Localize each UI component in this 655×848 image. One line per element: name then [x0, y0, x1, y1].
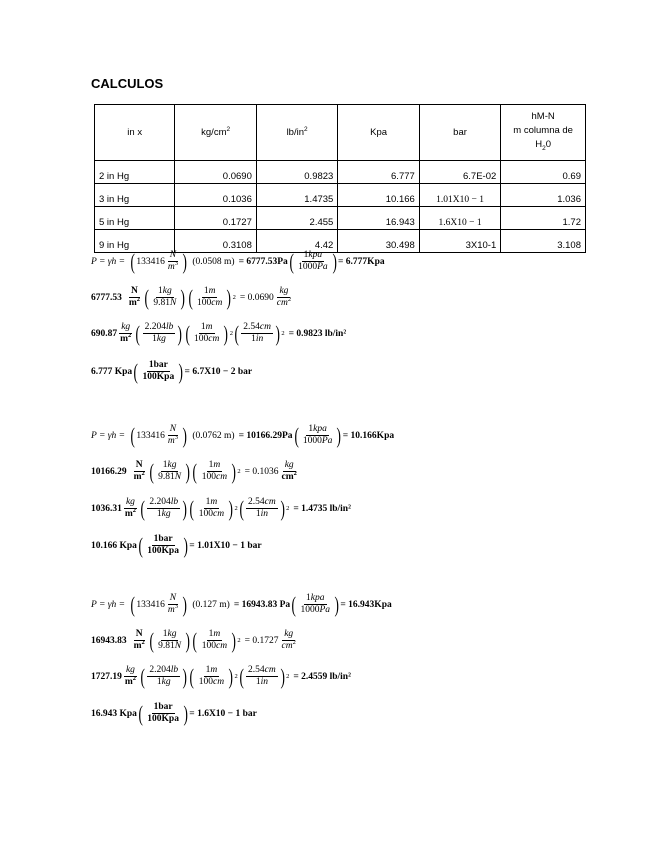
kgcm-equation-2: 10166.29 $\frac{N}{m^2}$ ( $\frac{1kg}{9.81N}$ ) ( $\frac{1m}{100cm}$ ) 2 = 0.1036 $\frac{kg}{cm^2}$ [91, 458, 297, 484]
eq-start: 10.166 Kpa [91, 540, 137, 551]
kgcm-result: = 0.0690 [239, 292, 274, 303]
eq-start: 6.777 Kpa [91, 366, 133, 377]
table-cell: 9 in Hg [95, 230, 175, 253]
results-table [94, 104, 586, 253]
pa-value: = 6777.53Pa [238, 256, 288, 267]
table-cell: 0.1036 [175, 184, 256, 207]
kpa-result: = 6.777Kpa [338, 256, 385, 267]
lbin-equation-1: 690.87 $\frac{kg}{m^2}$ ( $\frac{2.204lb}{1kg}$ ) ( $\frac{1m}{100cm}$ ) 2 ( $\frac{2.54cm}{1in}$ ) 2 = 0.9823 lb/in² [91, 320, 347, 346]
page-title: CALCULOS [91, 76, 164, 91]
table-cell: 3.108 [501, 230, 586, 253]
pressure-equation-1: P = γh = ( 133416 $\frac{N}{m^3}$ ) (0.0508 m) = 6777.53Pa ( $\frac{\text{1kpa}}{1000Pa}$ ) = 6.777Kpa [91, 248, 385, 274]
eq-start: 6777.53 [91, 292, 122, 303]
header-lbin: $lb/in^2$ [256, 105, 337, 161]
eq-lhs: P = γh = [91, 599, 126, 610]
bar-result: = 1.6X10 − 1 bar [189, 708, 257, 719]
eq-lhs: P = γh = [91, 256, 126, 267]
lbin-equation-2: 1036.31 $\frac{kg}{m^2}$ ( $\frac{2.204lb}{1kg}$ ) ( $\frac{1m}{100cm}$ ) 2 ( $\frac{2.54cm}{1in}$ ) 2 = 1.4735 lb/in² [91, 495, 351, 521]
pressure-equation-2: P = γh = ( 133416 $\frac{N}{m^3}$ ) (0.0762 m) = 10166.29Pa ( $\frac{\text{1kpa}}{1000Pa}$ ) = 10.166Kpa [91, 422, 395, 448]
kgcm-equation-1: 6777.53 $\frac{N}{m^2}$ ( $\frac{1kg}{9.81N}$ ) ( $\frac{1m}{100cm}$ ) 2 = 0.0690 $\frac{kg}{cm^2}$ [91, 284, 292, 310]
eq-start: 1727.19 [91, 671, 122, 682]
eq-start: 690.87 [91, 328, 118, 339]
table-cell: 6.7E-02 [419, 161, 500, 184]
lbin-result: = 1.4735 lb/in² [293, 503, 351, 514]
table-cell: 1.6X10 − 1 [419, 207, 500, 230]
kgcm-equation-3: 16943.83 $\frac{N}{m^2}$ ( $\frac{1kg}{9.81N}$ ) ( $\frac{1m}{100cm}$ ) 2 = 0.1727 $\frac{kg}{cm^2}$ [91, 627, 296, 653]
table-cell: 16.943 [338, 207, 419, 230]
table-cell: 1.4735 [256, 184, 337, 207]
eq-start: 10166.29 [91, 466, 127, 477]
bar-result: = 1.01X10 − 1 bar [189, 540, 262, 551]
header-in-x: in x [95, 105, 175, 161]
kgcm-result: = 0.1727 [244, 635, 279, 646]
table-cell: 0.3108 [175, 230, 256, 253]
header-bar: bar [419, 105, 500, 161]
table-header-row [95, 105, 586, 161]
table-row [95, 207, 586, 230]
table-cell: 0.9823 [256, 161, 337, 184]
table-cell: 6.777 [338, 161, 419, 184]
height-value: (0.0762 m) [192, 430, 235, 441]
table-cell: 0.69 [501, 161, 586, 184]
eq-start: 16943.83 [91, 635, 127, 646]
table-cell: 0.1727 [175, 207, 256, 230]
lbin-equation-3: 1727.19 $\frac{kg}{m^2}$ ( $\frac{2.204lb}{1kg}$ ) ( $\frac{1m}{100cm}$ ) 2 ( $\frac{2.54cm}{1in}$ ) 2 = 2.4559 lb/in² [91, 663, 351, 689]
header-water-column: hM-N m columna de $H_20$ [501, 105, 586, 161]
eq-start: 16.943 Kpa [91, 708, 137, 719]
gamma-value: 133416 [136, 599, 165, 610]
bar-result: = 6.7X10 − 2 bar [184, 366, 253, 377]
kpa-result: = 10.166Kpa [342, 430, 395, 441]
table-cell: 3X10-1 [419, 230, 500, 253]
eq-lhs: P = γh = [91, 430, 126, 441]
table-cell: 30.498 [338, 230, 419, 253]
table-cell: 10.166 [338, 184, 419, 207]
table-cell: 4.42 [256, 230, 337, 253]
lbin-result: = 2.4559 lb/in² [293, 671, 351, 682]
table-cell: 1.72 [501, 207, 586, 230]
table-cell: 2.455 [256, 207, 337, 230]
bar-equation-1: 6.777 Kpa ( $\frac{\text{1bar}}{\text{100Kpa}}$ ) = 6.7X10 − 2 bar [91, 358, 253, 384]
height-value: (0.127 m) [192, 599, 230, 610]
table-row [95, 184, 586, 207]
table-cell: 2 in Hg [95, 161, 175, 184]
height-value: (0.0508 m) [192, 256, 235, 267]
table-cell: 1.01X10 − 1 [419, 184, 500, 207]
header-kgcm: $kg/cm^2$ [175, 105, 256, 161]
kgcm-result: = 0.1036 [244, 466, 279, 477]
table-cell: 1.036 [501, 184, 586, 207]
kpa-result: = 16.943Kpa [340, 599, 392, 610]
gamma-value: 133416 [136, 430, 165, 441]
header-kpa: Kpa [338, 105, 419, 161]
eq-start: 1036.31 [91, 503, 122, 514]
bar-equation-2: 10.166 Kpa ( $\frac{\text{1bar}}{\text{100Kpa}}$ ) = 1.01X10 − 1 bar [91, 532, 262, 558]
table-cell: 5 in Hg [95, 207, 175, 230]
table-cell: 0.0690 [175, 161, 256, 184]
pa-value: = 16943.83 Pa [233, 599, 291, 610]
bar-equation-3: 16.943 Kpa ( $\frac{\text{1bar}}{\text{100Kpa}}$ ) = 1.6X10 − 1 bar [91, 700, 257, 726]
pa-value: = 10166.29Pa [238, 430, 293, 441]
lbin-result: = 0.9823 lb/in² [288, 328, 347, 339]
pressure-equation-3: P = γh = ( 133416 $\frac{N}{m^3}$ ) (0.127 m) = 16943.83 Pa ( $\frac{\text{1kpa}}{1000Pa}$ ) = 16.943Kpa [91, 591, 392, 617]
gamma-value: 133416 [136, 256, 165, 267]
table-cell: 3 in Hg [95, 184, 175, 207]
table-row [95, 161, 586, 184]
